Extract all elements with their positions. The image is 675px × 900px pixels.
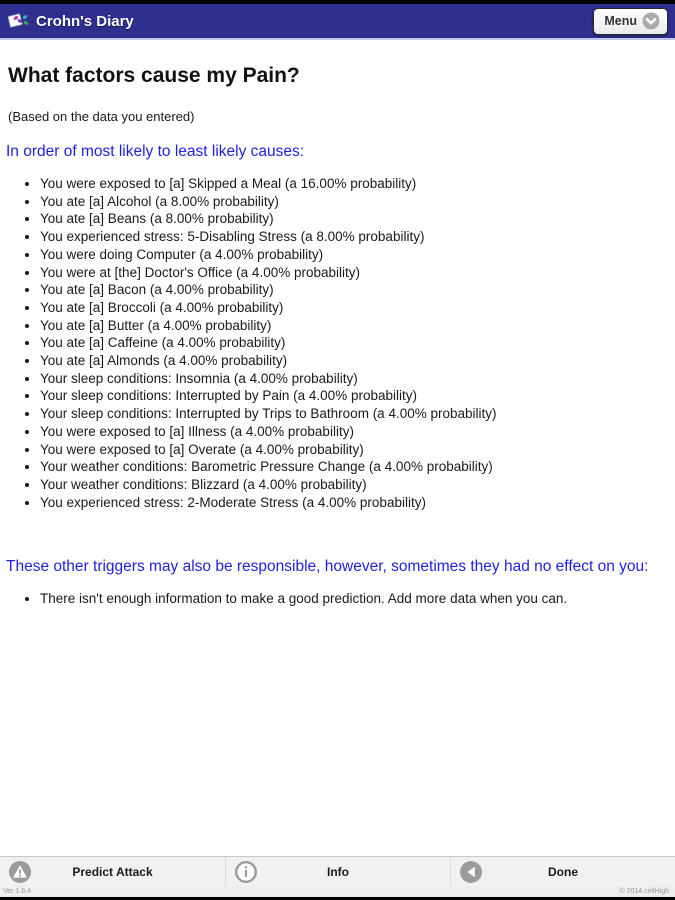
secondary-heading: These other triggers may also be responsible, however, sometimes they had no effect on you: (6, 558, 649, 576)
cause-item: • You ate [a] Butter (a 4.00% probability) (40, 317, 675, 335)
primary-heading: In order of most likely to least likely causes: (6, 143, 305, 160)
app-header (0, 4, 675, 38)
info-icon (234, 860, 258, 884)
main-content (0, 40, 675, 856)
cause-item: • You experienced stress: 5-Disabling Stress (a 8.00% probability) (40, 228, 675, 246)
predict-attack-label: Predict Attack (72, 864, 153, 879)
page-title: What factors cause my Pain? (8, 64, 300, 87)
subtitle: (Based on the data you entered) (8, 109, 195, 124)
menu-button-label: Menu (604, 14, 637, 28)
menu-button[interactable] (593, 8, 668, 35)
cause-item: • You were exposed to [a] Illness (a 4.00% probability) (40, 423, 675, 441)
cause-item: • You ate [a] Beans (a 8.00% probability) (40, 210, 675, 228)
other-triggers-list (0, 590, 675, 608)
chevron-down-icon (642, 12, 660, 30)
info-label: Info (327, 864, 349, 879)
warning-icon (8, 860, 32, 884)
cause-item: • You were exposed to [a] Overate (a 4.00% probability) (40, 441, 675, 459)
cause-item: • You ate [a] Bacon (a 4.00% probability) (40, 281, 675, 299)
other-trigger-note: • There isn't enough information to make a good prediction. Add more data when you can. (40, 590, 675, 608)
cause-item: • Your sleep conditions: Interrupted by Pain (a 4.00% probability) (40, 387, 675, 405)
predict-attack-button[interactable] (0, 857, 225, 886)
cause-item: • You experienced stress: 2-Moderate Stress (a 4.00% probability) (40, 494, 675, 512)
cause-item: • Your sleep conditions: Interrupted by Trips to Bathroom (a 4.00% probability) (40, 405, 675, 423)
app-logo-icon (8, 10, 32, 32)
footer-strip (0, 886, 675, 897)
cause-item: • Your sleep conditions: Insomnia (a 4.00% probability) (40, 370, 675, 388)
cause-item: • Your weather conditions: Barometric Pressure Change (a 4.00% probability) (40, 458, 675, 476)
causes-list (0, 175, 675, 511)
cause-item: • You were exposed to [a] Skipped a Meal (a 16.00% probability) (40, 175, 675, 193)
cause-item: • You ate [a] Caffeine (a 4.00% probability) (40, 334, 675, 352)
cause-item: • Your weather conditions: Blizzard (a 4.00% probability) (40, 476, 675, 494)
cause-item: • You ate [a] Broccoli (a 4.00% probability) (40, 299, 675, 317)
version-text: Ver 1.6.4 (3, 888, 32, 895)
bottom-toolbar (0, 856, 675, 886)
done-label: Done (548, 864, 578, 879)
cause-item: • You were at [the] Doctor's Office (a 4.00% probability) (40, 264, 675, 282)
cause-item: • You ate [a] Almonds (a 4.00% probability) (40, 352, 675, 370)
cause-item: • You were doing Computer (a 4.00% probability) (40, 246, 675, 264)
app-title: Crohn's Diary (36, 12, 134, 30)
info-button[interactable] (225, 857, 450, 886)
done-button[interactable] (450, 857, 675, 886)
cause-item: • You ate [a] Alcohol (a 8.00% probability) (40, 193, 675, 211)
copyright-text: © 2014 cellHigh (619, 888, 669, 895)
back-arrow-icon (459, 860, 483, 884)
